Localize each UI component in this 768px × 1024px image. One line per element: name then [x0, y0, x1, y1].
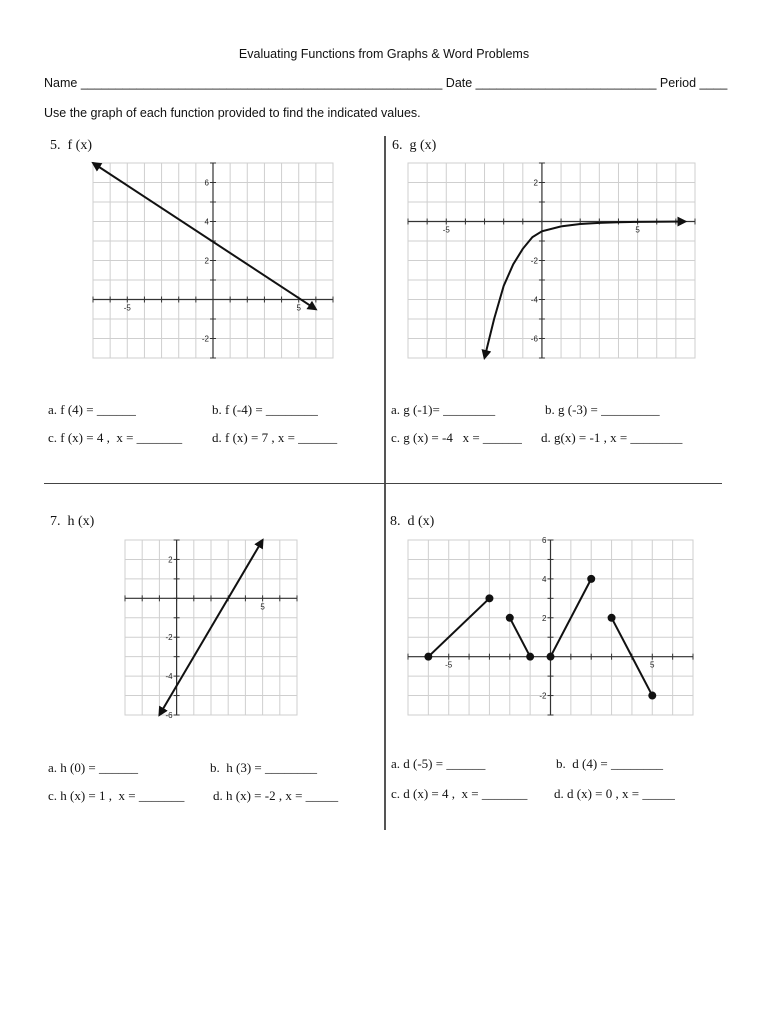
data-point [608, 614, 616, 622]
p6-question-d: d. g(x) = -1 , x = ________ [541, 430, 683, 445]
y-tick-label: 2 [533, 178, 538, 188]
problem-5-label: 5. f (x) [50, 138, 92, 153]
problem-8-label: 8. d (x) [390, 514, 435, 529]
y-tick-label: 6 [542, 536, 547, 545]
p7-question-d: d. h (x) = -2 , x = _____ [213, 788, 339, 803]
grid [408, 163, 695, 358]
y-tick-label: -6 [165, 711, 173, 720]
horizontal-divider [44, 483, 722, 484]
p5-question-b: b. f (-4) = ________ [212, 402, 318, 417]
graph-d [408, 536, 693, 715]
x-tick-label: 5 [260, 602, 265, 612]
data-point [648, 692, 656, 700]
worksheet-title: Evaluating Functions from Graphs & Word Problems [238, 47, 530, 61]
y-tick-label: -2 [165, 633, 173, 643]
x-tick-label: -5 [445, 660, 453, 670]
p8-question-b: b. d (4) = ________ [556, 756, 663, 771]
p7-question-c: c. h (x) = 1 , x = _______ [48, 788, 185, 803]
series-segment [428, 598, 489, 656]
p5-question-d: d. f (x) = 7 , x = ______ [212, 430, 338, 445]
y-tick-label: 2 [204, 256, 209, 266]
data-point [547, 653, 555, 661]
y-tick-label: -2 [539, 691, 547, 701]
p7-question-a: a. h (0) = ______ [48, 760, 139, 775]
p6-question-a: a. g (-1)= ________ [391, 402, 496, 417]
x-tick-label: 5 [635, 225, 640, 235]
problem-7-label: 7. h (x) [50, 514, 95, 529]
y-tick-label: 2 [168, 555, 173, 565]
y-tick-label: -2 [201, 334, 209, 344]
p5-question-a: a. f (4) = ______ [48, 402, 136, 417]
instructions: Use the graph of each function provided to find the indicated values. [44, 106, 421, 120]
data-point [506, 614, 514, 622]
graph-f [93, 163, 333, 358]
p8-question-d: d. d (x) = 0 , x = _____ [554, 786, 675, 801]
p6-question-b: b. g (-3) = _________ [545, 402, 660, 417]
series-line [485, 222, 686, 359]
problem-6-label: 6. g (x) [392, 138, 437, 153]
data-point [424, 653, 432, 661]
y-tick-label: 2 [542, 613, 547, 623]
x-tick-label: 5 [650, 660, 655, 670]
data-point [526, 653, 534, 661]
p8-question-c: c. d (x) = 4 , x = _______ [391, 786, 528, 801]
x-tick-label: 5 [296, 303, 301, 313]
graph-g [408, 163, 695, 358]
y-tick-label: -2 [530, 256, 538, 266]
p7-question-b: b. h (3) = ________ [210, 760, 317, 775]
data-point [587, 575, 595, 583]
name-date-period-line: Name ____________________________________________________ Date __________________________ Period ____ [44, 76, 728, 90]
y-tick-label: -6 [530, 334, 538, 344]
x-tick-label: -5 [123, 303, 131, 313]
y-tick-label: 6 [204, 178, 209, 188]
p8-question-a: a. d (-5) = ______ [391, 756, 486, 771]
y-tick-label: -4 [530, 295, 538, 305]
x-tick-label: -5 [442, 225, 450, 235]
graph-h [125, 540, 297, 720]
y-tick-label: 4 [542, 574, 547, 584]
y-tick-label: -4 [165, 672, 173, 682]
p5-question-c: c. f (x) = 4 , x = _______ [48, 430, 183, 445]
data-point [485, 594, 493, 602]
p6-question-c: c. g (x) = -4 x = ______ [391, 430, 522, 445]
y-tick-label: 4 [204, 217, 209, 227]
